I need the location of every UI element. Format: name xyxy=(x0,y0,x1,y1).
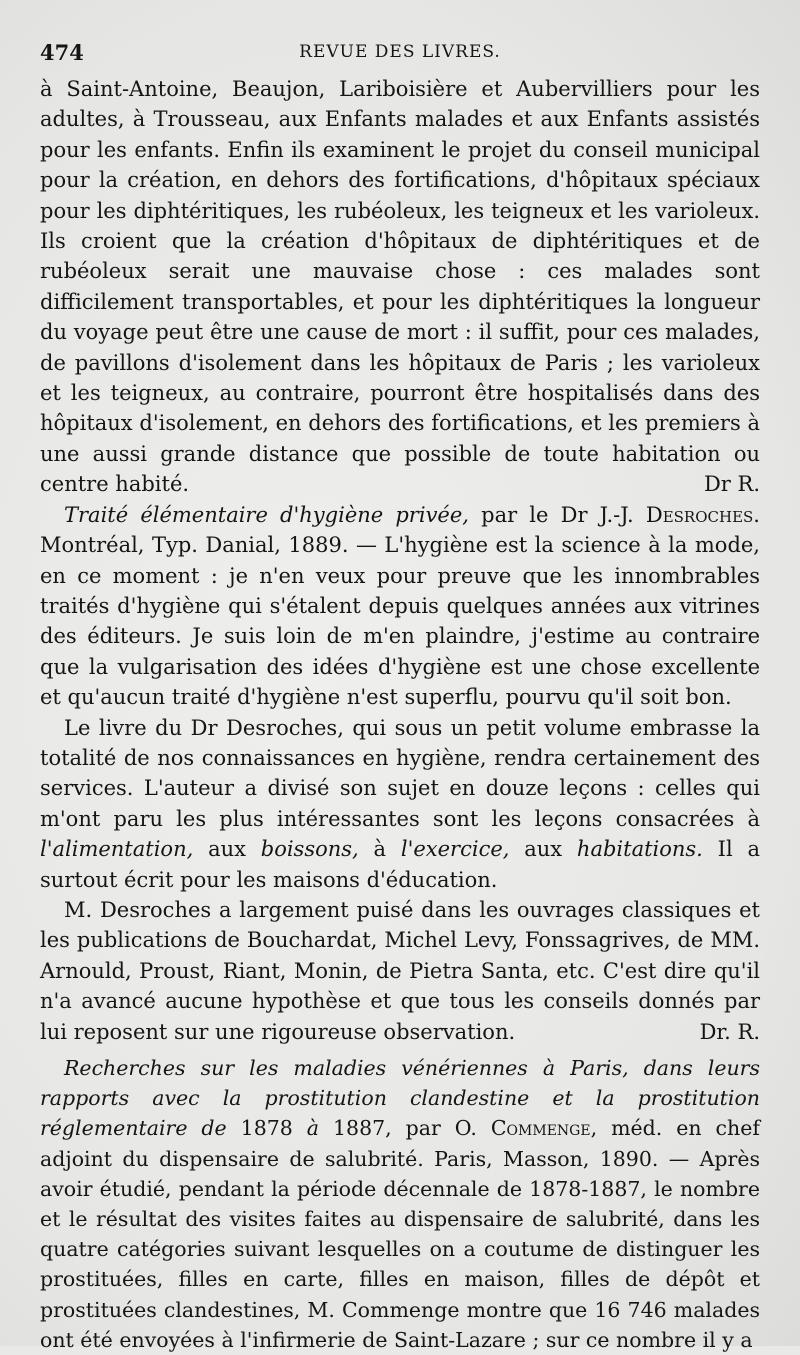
italic-term: à xyxy=(306,1116,320,1141)
book-title: Traité élémentaire d'hygiène privée, xyxy=(64,502,469,527)
running-head: REVUE DES LIVRES. xyxy=(299,42,501,62)
italic-term: l'alimentation, xyxy=(40,837,194,862)
italic-term: l'exercice, xyxy=(400,837,510,862)
book-title: Recherches sur les maladies vénériennes à Paris, dans leurs rapports avec la prostitution clandestine et la prostitution réglementaire de xyxy=(40,1056,760,1141)
text-run: à xyxy=(373,837,387,862)
paragraph-hospitals xyxy=(40,74,760,500)
book-byline: par le Dr J.-J. xyxy=(481,502,634,527)
text-run: Il a surtout écrit pour les maisons d'éducation. xyxy=(40,837,760,892)
review-text: M. Desroches a largement puisé dans les ouvrages classiques et les publications de Bouchardat, Michel Levy, Fonssagrives, de MM. Arnould, Proust, Riant, Monin, de Pietra Santa, etc. C'est dire qu'il n'a avancé aucune hypothèse et que tous les conseils donnés par lui reposent sur une rigoureuse observation. xyxy=(40,897,760,1044)
review-text: Montréal, Typ. Danial, 1889. — L'hygiène est la science à la mode, en ce moment : je n'en veux pour preuve que les innombrables traités d'hygiène qui s'étalent depuis quelques années aux vitrines des éditeurs. Je suis loin de m'en plaindre, j'estime au contraire que la vulgarisation des idées d'hygiène est une chose excellente et qu'aucun traité d'hygiène n'est superflu, pourvu qu'il soit bon. xyxy=(40,533,760,710)
italic-term: habitations. xyxy=(576,837,703,862)
review-venereal xyxy=(40,1053,760,1355)
page-header xyxy=(40,22,760,74)
paragraph-text: à Saint-Antoine, Beaujon, Lariboisière et Aubervilliers pour les adultes, à Trousseau, aux Enfants malades et aux Enfants assistés pour les enfants. Enfin ils examinent le projet du conseil municipal pour la création, en dehors des fortifications, d'hôpitaux spéciaux pour les diphtéritiques, les rubéoleux, les teigneux et les varioleux. Ils croient que la création d'hôpitaux de diphtéritiques et de rubéoleux serait une mauvaise chose : ces malades sont difficilement transportables, et pour les diphtéritiques la longueur du voyage peut être une cause de mort : il suffit, pour ces malades, de pavillons d'isolement dans les hôpitaux de Paris ; les varioleux et les teigneux, au contraire, pourront être hospitalisés dans des hôpitaux d'isolement, en dehors des fortifications, et les premiers à une aussi grande distance que possible de toute habitation ou centre habité. xyxy=(40,77,760,497)
review-hygiene-p2 xyxy=(40,713,760,895)
page-number: 474 xyxy=(40,40,84,65)
italic-term: boissons, xyxy=(260,837,359,862)
text-run: Le livre du Dr Desroches, qui sous un petit volume embrasse la totalité de nos connaissances en hygiène, rendra certainement des services. L'auteur a divisé son sujet en douze leçons : celles qui m'ont paru les plus intéressantes sont les leçons consacrées à xyxy=(40,715,760,831)
signature: Dr. R. xyxy=(699,1019,760,1044)
review-hygiene-intro xyxy=(40,500,760,713)
text-run: aux xyxy=(208,837,246,862)
body-text xyxy=(40,74,760,1355)
book-author: Desroches. xyxy=(645,502,760,527)
review-hygiene-p3 xyxy=(40,895,760,1047)
text-run: 1887, xyxy=(333,1116,392,1141)
text-run: 1878 xyxy=(240,1116,293,1141)
signature: Dr R. xyxy=(703,472,760,497)
review-text: méd. en chef adjoint du dispensaire de salubrité. Paris, Masson, 1890. — Après avoir étudié, pendant la période décennale de 1878-1887, le nombre et le résultat des visites faites au dispensaire de salubrité, dans les quatre catégories suivant lesquelles on a coutume de distinguer les prostituées, filles en carte, filles en maison, filles de dépôt et prostituées clandestines, M. Commenge montre que 16 746 malades ont été envoyées à l'infirmerie de Saint-Lazare ; sur ce nombre il y a xyxy=(40,1116,760,1352)
text-run: aux xyxy=(524,837,563,862)
book-byline: par O. xyxy=(405,1116,477,1141)
book-author: Commenge, xyxy=(490,1116,598,1141)
